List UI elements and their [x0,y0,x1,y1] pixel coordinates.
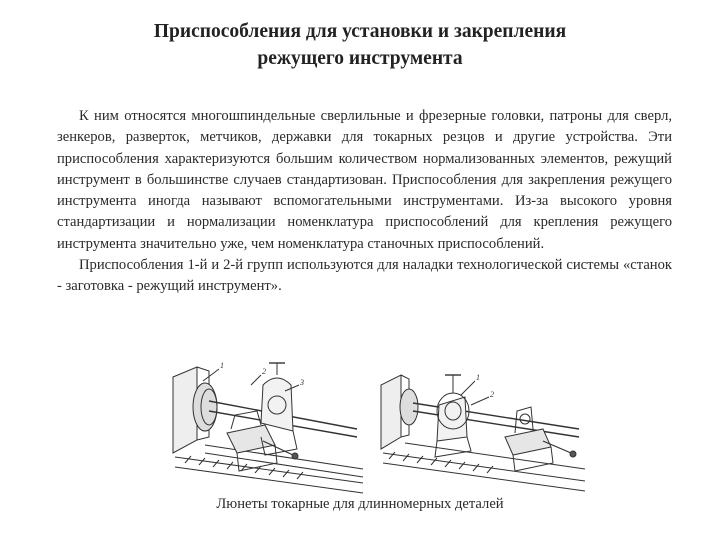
paragraph-1: К ним относятся многошпиндельные сверлильные и фрезерные головки, патроны для сверл, зенкеров, разверток, метчиков, державки для токарных резцов и другие устройства. Эти приспособления характеризуются большим количеством нормализованных элементов, режущий инструмент в большинстве случаев стандартизован. Приспособления для закрепления режущего инструмента иногда называют вспомогательными инструментами. Из-за высокого уровня стандартизации и нормализации номенклатура приспособлений для крепления режущего инструмента значительно уже, чем номенклатура станочных приспособлений. [57,108,672,252]
fig-left-label-2: 2 [262,367,266,376]
figures [165,345,585,495]
title-line-2: режущего инструмента [257,48,463,69]
fig-left-label-3: 3 [300,378,304,387]
fig-right-label-2: 2 [490,390,494,399]
title-line-1: Приспособления для установки и закрепления [153,21,567,42]
slide-title [60,18,660,72]
body-text [57,106,672,298]
steady-rest-figure-right [375,345,590,495]
lathe-steady-rest-drawing-left [165,345,365,495]
figure-caption: Люнеты токарные для длинномерных деталей [216,496,504,512]
steady-rest-figure-left [165,345,365,495]
paragraph-2: Приспособления 1-й и 2-й групп используются для наладки технологической системы «станок - заготовка - режущий инструмент». [57,257,672,295]
fig-left-label-1: 1 [220,361,224,370]
lathe-steady-rest-drawing-right [375,345,590,495]
fig-right-label-1: 1 [476,373,480,382]
